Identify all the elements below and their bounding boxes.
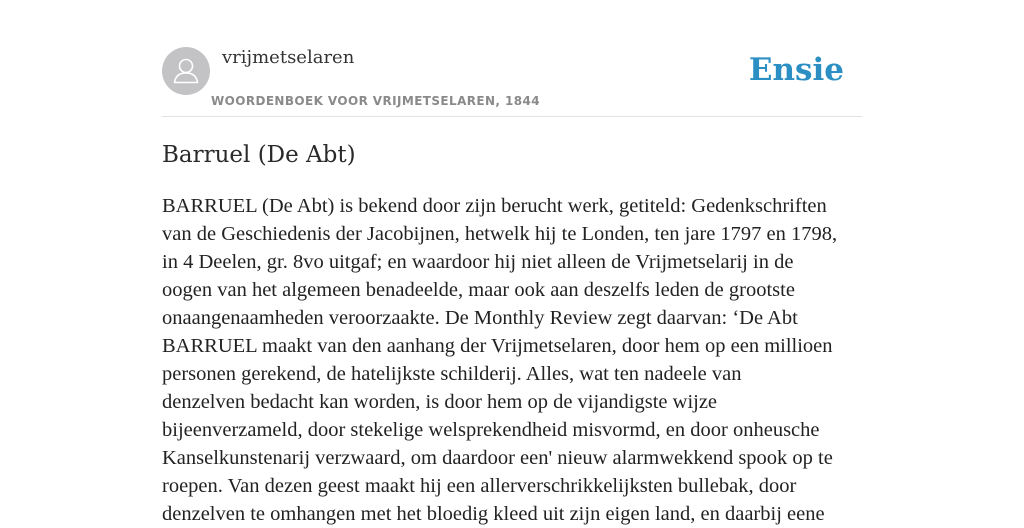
user-icon	[162, 47, 210, 95]
source-label[interactable]: WOORDENBOEK VOOR VRIJMETSELAREN, 1844	[211, 94, 540, 108]
ensie-logo[interactable]: Ensie	[748, 52, 844, 88]
article-line: roepen. Van dezen geest maakt hij een allerverschrikkelijksten bullebak, door	[162, 475, 797, 497]
article-line: bijeenverzameld, door stekelige welsprekendheid misvormd, en door onheusche	[162, 419, 820, 441]
article-title: Barruel (De Abt)	[162, 142, 356, 168]
article-line: in 4 Deelen, gr. 8vo uitgaf; en waardoor hij niet alleen de Vrijmetselarij in de	[162, 251, 794, 273]
article-line: oogen van het algemeen benadeelde, maar ook aan deszelfs leden de grootste	[162, 279, 795, 301]
author-header	[162, 0, 862, 117]
article-body	[162, 192, 862, 528]
article-line: Kanselkunstenarij verzwaard, om daardoor een' nieuw alarmwekkend spook op te	[162, 447, 833, 469]
article-line: van de Geschiedenis der Jacobijnen, hetwelk hij te Londen, ten jare 1797 en 1798,	[162, 223, 838, 245]
author-name[interactable]: vrijmetselaren	[222, 47, 355, 68]
article-line: denzelven bedacht kan worden, is door hem op de vijandigste wijze	[162, 391, 718, 413]
author-avatar[interactable]	[162, 47, 210, 95]
article-line: BARRUEL maakt van den aanhang der Vrijmetselaren, door hem op een millioen	[162, 335, 833, 357]
article-line: onaangenaamheden veroorzaakte. De Monthly Review zegt daarvan: ‘De Abt	[162, 307, 798, 329]
article-line: denzelven te omhangen met het bloedig kleed uit zijn eigen land, en daarbij eene	[162, 503, 825, 525]
article-line: personen gerekend, de hatelijkste schilderij. Alles, wat ten nadeele van	[162, 363, 742, 385]
article-line: BARRUEL (De Abt) is bekend door zijn berucht werk, getiteld: Gedenkschriften	[162, 195, 827, 217]
